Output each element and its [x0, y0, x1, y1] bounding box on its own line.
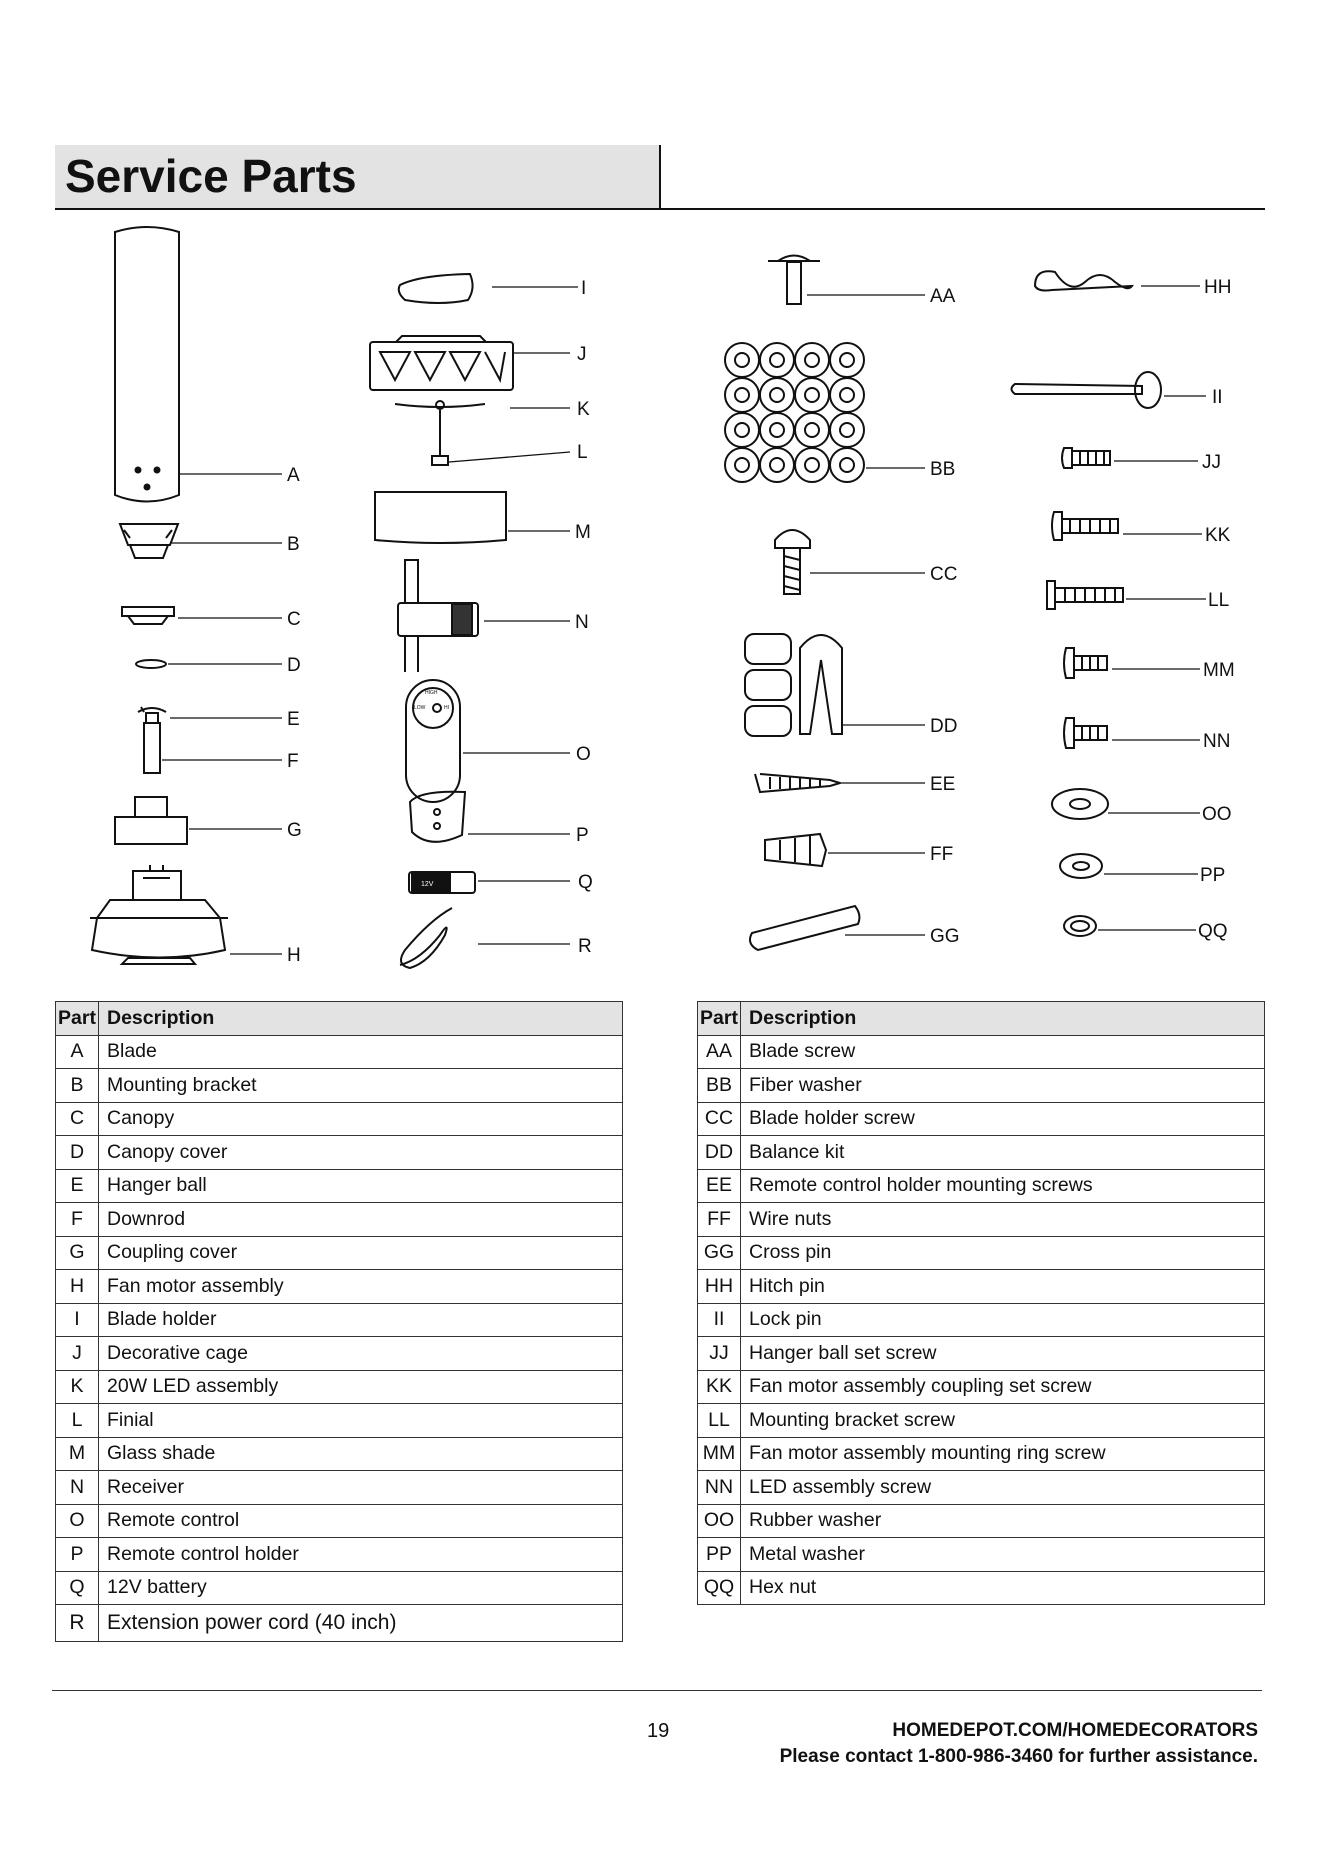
- part-description: LED assembly screw: [741, 1471, 1265, 1505]
- part-code: PP: [698, 1538, 741, 1572]
- part-code: J: [56, 1337, 99, 1371]
- part-description: Fiber washer: [741, 1069, 1265, 1103]
- callout-l: L: [577, 442, 588, 463]
- bracket-screw-drawing: [1047, 581, 1123, 609]
- callout-e: E: [287, 709, 300, 730]
- part-description: Blade screw: [741, 1035, 1265, 1069]
- mounting-bracket-drawing: [120, 524, 178, 558]
- callout-h: H: [287, 945, 301, 966]
- table-row: [698, 1538, 1265, 1572]
- part-code: DD: [698, 1136, 741, 1170]
- table-row: [698, 1471, 1265, 1505]
- remote-label-high: HIGH: [425, 690, 438, 696]
- table-row: [56, 1370, 623, 1404]
- part-code: B: [56, 1069, 99, 1103]
- part-code: D: [56, 1136, 99, 1170]
- table-row: [698, 1102, 1265, 1136]
- part-code: H: [56, 1270, 99, 1304]
- table-row: [56, 1538, 623, 1572]
- part-code: I: [56, 1303, 99, 1337]
- table-row: [56, 1102, 623, 1136]
- table-row: [698, 1136, 1265, 1170]
- table-row: [56, 1203, 623, 1237]
- part-description: Remote control holder mounting screws: [741, 1169, 1265, 1203]
- table-row: [698, 1404, 1265, 1438]
- part-code: FF: [698, 1203, 741, 1237]
- table-row: [698, 1270, 1265, 1304]
- callout-b: B: [287, 534, 300, 555]
- callout-a: A: [287, 465, 300, 486]
- table-row: [56, 1471, 623, 1505]
- part-code: LL: [698, 1404, 741, 1438]
- table-row: [56, 1504, 623, 1538]
- rubber-washer-drawing: [1052, 789, 1108, 819]
- column-header-description: Description: [741, 1002, 1265, 1036]
- finial-drawing: [432, 410, 448, 465]
- part-description: Metal washer: [741, 1538, 1265, 1572]
- callout-gg: GG: [930, 926, 960, 947]
- callout-cc: CC: [930, 564, 958, 585]
- part-description: Blade holder screw: [741, 1102, 1265, 1136]
- part-description: Decorative cage: [99, 1337, 623, 1371]
- wire-nut-drawing: [765, 834, 826, 866]
- callout-d: D: [287, 655, 301, 676]
- part-description: Hex nut: [741, 1571, 1265, 1605]
- table-row: [56, 1404, 623, 1438]
- part-code: K: [56, 1370, 99, 1404]
- table-row: [56, 1571, 623, 1605]
- part-description: Receiver: [99, 1471, 623, 1505]
- fan-motor-drawing: [90, 865, 228, 964]
- set-screw-kk-drawing: [1052, 512, 1118, 540]
- balance-kit-drawing: [745, 634, 842, 736]
- part-code: KK: [698, 1370, 741, 1404]
- callout-jj: JJ: [1202, 452, 1221, 473]
- blade-screw-drawing: [768, 256, 820, 305]
- part-code: JJ: [698, 1337, 741, 1371]
- part-description: Fan motor assembly: [99, 1270, 623, 1304]
- footer-url[interactable]: HOMEDEPOT.COM/HOMEDECORATORS: [892, 1720, 1258, 1741]
- part-description: Fan motor assembly coupling set screw: [741, 1370, 1265, 1404]
- part-description: Lock pin: [741, 1303, 1265, 1337]
- callout-n: N: [575, 612, 589, 633]
- extension-cord-drawing: [400, 908, 452, 968]
- part-code: QQ: [698, 1571, 741, 1605]
- part-code: NN: [698, 1471, 741, 1505]
- part-description: Canopy cover: [99, 1136, 623, 1170]
- callout-g: G: [287, 820, 302, 841]
- part-description: Mounting bracket screw: [741, 1404, 1265, 1438]
- page-title: Service Parts: [65, 150, 357, 202]
- callout-oo: OO: [1202, 804, 1232, 825]
- callout-ll: LL: [1208, 590, 1230, 611]
- footer-rule: [52, 1690, 1262, 1691]
- callout-j: J: [577, 344, 587, 365]
- part-code: GG: [698, 1236, 741, 1270]
- part-code: G: [56, 1236, 99, 1270]
- part-code: C: [56, 1102, 99, 1136]
- column-header-part: Part: [698, 1002, 741, 1036]
- callout-r: R: [578, 936, 592, 957]
- part-code: M: [56, 1437, 99, 1471]
- leader-lines: [162, 286, 1206, 954]
- part-code: O: [56, 1504, 99, 1538]
- part-description: Coupling cover: [99, 1236, 623, 1270]
- canopy-drawing: [122, 607, 174, 624]
- callout-ii: II: [1212, 387, 1223, 408]
- part-description: Wire nuts: [741, 1203, 1265, 1237]
- callout-dd: DD: [930, 716, 958, 737]
- lock-pin-drawing: [1012, 372, 1162, 408]
- part-description: Mounting bracket: [99, 1069, 623, 1103]
- ring-screw-mm-drawing: [1064, 648, 1107, 678]
- parts-table-right: [697, 1001, 1265, 1605]
- remote-label-hi: HI: [444, 705, 449, 711]
- table-row: [698, 1069, 1265, 1103]
- blade-holder-screw-drawing: [775, 530, 810, 594]
- part-description: Balance kit: [741, 1136, 1265, 1170]
- column-header-part: Part: [56, 1002, 99, 1036]
- part-code: BB: [698, 1069, 741, 1103]
- page-number: 19: [647, 1720, 670, 1742]
- part-code: MM: [698, 1437, 741, 1471]
- callout-ee: EE: [930, 774, 956, 795]
- remote-label-low: LOW: [414, 705, 426, 711]
- part-description: Canopy: [99, 1102, 623, 1136]
- callout-k: K: [577, 399, 590, 420]
- part-code: AA: [698, 1035, 741, 1069]
- part-code: L: [56, 1404, 99, 1438]
- part-description: Fan motor assembly mounting ring screw: [741, 1437, 1265, 1471]
- led-assembly-drawing: [395, 401, 485, 409]
- table-row: [56, 1437, 623, 1471]
- part-code: II: [698, 1303, 741, 1337]
- part-code: N: [56, 1471, 99, 1505]
- table-row: [698, 1370, 1265, 1404]
- fiber-washer-grid-drawing: [725, 343, 864, 482]
- part-code: E: [56, 1169, 99, 1203]
- callout-bb: BB: [930, 459, 956, 480]
- table-row: [698, 1303, 1265, 1337]
- table-row: [698, 1035, 1265, 1069]
- callout-i: I: [581, 278, 587, 299]
- part-description: Hanger ball set screw: [741, 1337, 1265, 1371]
- footer-contact: Please contact 1-800-986-3460 for further assistance.: [779, 1746, 1258, 1767]
- table-row: [698, 1437, 1265, 1471]
- table-header-row: [698, 1002, 1265, 1036]
- blade-drawing: [115, 227, 179, 502]
- battery-drawing: [409, 872, 475, 893]
- part-description: 12V battery: [99, 1571, 623, 1605]
- table-header-row: [56, 1002, 623, 1036]
- part-description: Extension power cord (40 inch): [99, 1605, 623, 1642]
- hex-nut-drawing: [1064, 916, 1096, 936]
- callout-kk: KK: [1205, 525, 1231, 546]
- mounting-screw-drawing: [755, 774, 840, 792]
- callout-c: C: [287, 609, 301, 630]
- glass-shade-drawing: [375, 492, 506, 543]
- led-screw-nn-drawing: [1064, 718, 1107, 748]
- part-description: Glass shade: [99, 1437, 623, 1471]
- callout-q: Q: [578, 872, 593, 893]
- battery-label: 12V: [421, 881, 434, 888]
- callout-mm: MM: [1203, 660, 1235, 681]
- table-row: [56, 1136, 623, 1170]
- part-code: A: [56, 1035, 99, 1069]
- part-code: P: [56, 1538, 99, 1572]
- table-row: [56, 1605, 623, 1642]
- table-row: [56, 1270, 623, 1304]
- table-row: [56, 1035, 623, 1069]
- part-description: Hitch pin: [741, 1270, 1265, 1304]
- part-code: Q: [56, 1571, 99, 1605]
- part-code: EE: [698, 1169, 741, 1203]
- table-row: [56, 1069, 623, 1103]
- cross-pin-drawing: [750, 906, 859, 950]
- callout-qq: QQ: [1198, 921, 1228, 942]
- part-code: CC: [698, 1102, 741, 1136]
- table-row: [698, 1571, 1265, 1605]
- column-header-description: Description: [99, 1002, 623, 1036]
- table-row: [698, 1337, 1265, 1371]
- callout-aa: AA: [930, 286, 956, 307]
- receiver-drawing: [398, 560, 478, 672]
- callout-f: F: [287, 751, 299, 772]
- callout-nn: NN: [1203, 731, 1231, 752]
- callout-hh: HH: [1204, 277, 1232, 298]
- part-description: Downrod: [99, 1203, 623, 1237]
- table-row: [56, 1337, 623, 1371]
- part-description: Blade: [99, 1035, 623, 1069]
- part-code: F: [56, 1203, 99, 1237]
- table-row: [698, 1236, 1265, 1270]
- canopy-cover-drawing: [136, 660, 166, 668]
- part-code: R: [56, 1605, 99, 1642]
- set-screw-jj-drawing: [1062, 448, 1110, 468]
- callout-ff: FF: [930, 844, 954, 865]
- metal-washer-drawing: [1060, 854, 1102, 878]
- part-description: Finial: [99, 1404, 623, 1438]
- hitch-pin-drawing: [1035, 271, 1132, 290]
- coupling-cover-drawing: [115, 797, 187, 844]
- blade-holder-drawing: [399, 274, 473, 303]
- part-description: Rubber washer: [741, 1504, 1265, 1538]
- table-row: [698, 1203, 1265, 1237]
- part-description: Remote control: [99, 1504, 623, 1538]
- table-row: [698, 1504, 1265, 1538]
- part-description: 20W LED assembly: [99, 1370, 623, 1404]
- part-description: Hanger ball: [99, 1169, 623, 1203]
- callout-p: P: [576, 825, 589, 846]
- decorative-cage-drawing: [370, 336, 513, 390]
- remote-control-drawing: [406, 680, 460, 802]
- table-row: [56, 1303, 623, 1337]
- downrod-drawing: [138, 707, 166, 773]
- callout-m: M: [575, 522, 591, 543]
- callout-pp: PP: [1200, 865, 1226, 886]
- part-code: HH: [698, 1270, 741, 1304]
- part-description: Cross pin: [741, 1236, 1265, 1270]
- part-description: Blade holder: [99, 1303, 623, 1337]
- part-code: OO: [698, 1504, 741, 1538]
- table-row: [56, 1236, 623, 1270]
- part-description: Remote control holder: [99, 1538, 623, 1572]
- table-row: [698, 1169, 1265, 1203]
- callout-o: O: [576, 744, 591, 765]
- parts-table-left: [55, 1001, 623, 1642]
- table-row: [56, 1169, 623, 1203]
